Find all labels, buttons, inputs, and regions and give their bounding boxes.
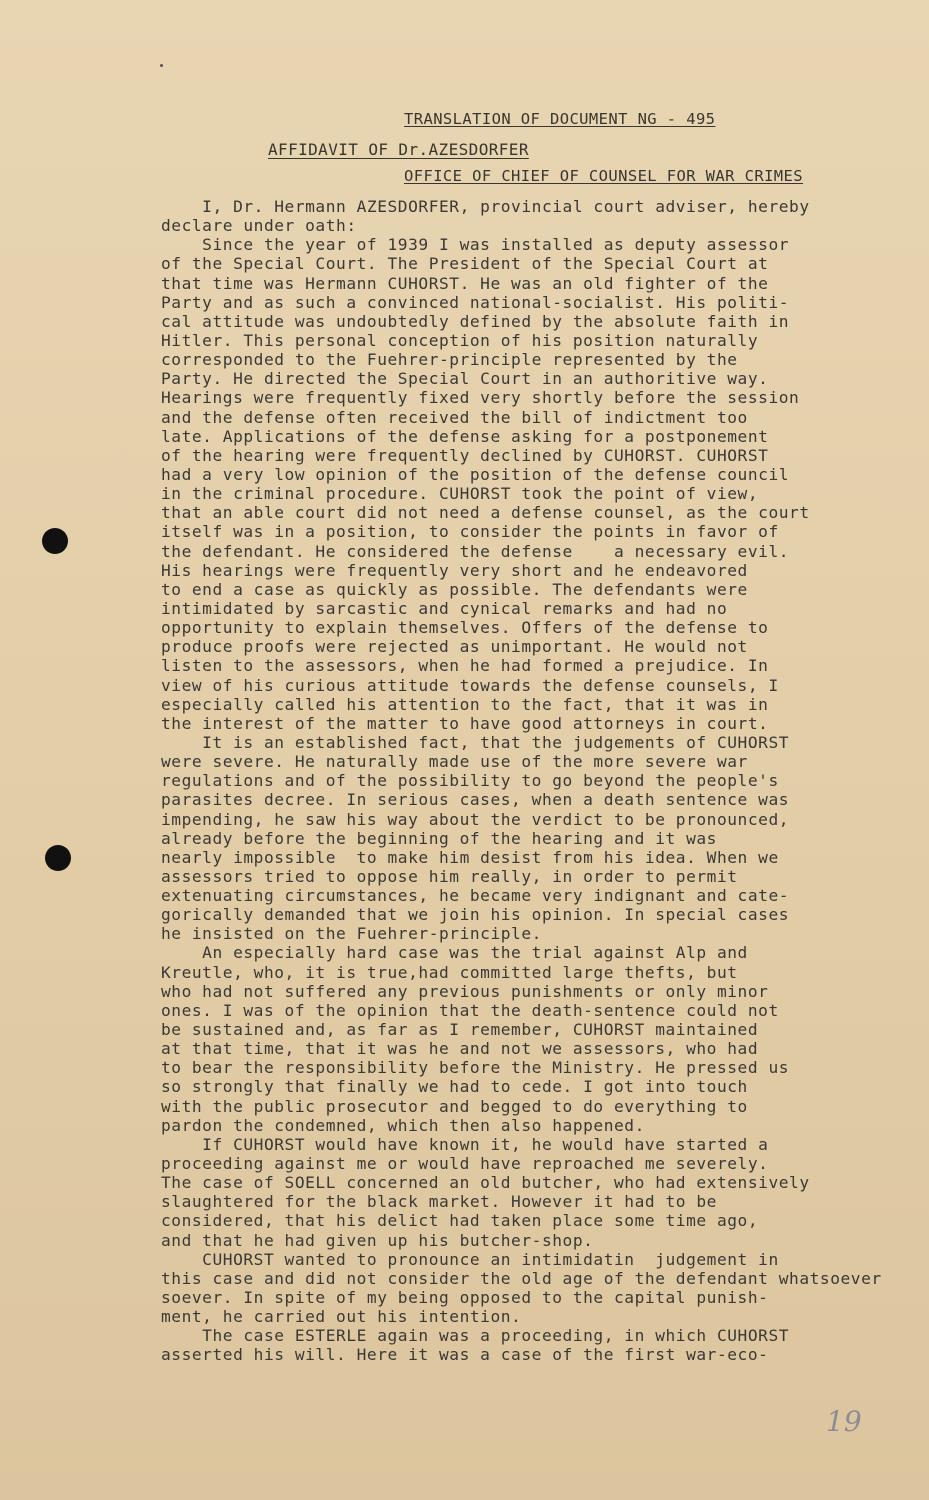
text-line: regulations and of the possibility to go beyond the people's <box>161 771 779 791</box>
text-line: impending, he saw his way about the verdict to be pronounced, <box>161 809 790 829</box>
text-line: extenuating circumstances, he became very indignant and cate- <box>161 886 790 906</box>
text-line: assessors tried to oppose him really, in order to permit <box>161 866 738 886</box>
text-line: declare under oath: <box>161 216 357 236</box>
text-line: the interest of the matter to have good attorneys in court. <box>161 713 769 733</box>
text-line: Party. He directed the Special Court in an authoritive way. <box>161 369 769 389</box>
text-line: to end a case as quickly as possible. The defendants were <box>161 579 748 599</box>
text-line: I, Dr. Hermann AZESDORFER, provincial court adviser, hereby <box>161 197 810 216</box>
text-line: with the public prosecutor and begged to do everything to <box>161 1096 748 1116</box>
punch-hole-upper <box>42 528 68 554</box>
affidavit-body <box>161 197 896 1365</box>
text-line: The case of SOELL concerned an old butcher, who had extensively <box>161 1173 810 1193</box>
text-line: he insisted on the Fuehrer-principle. <box>161 924 542 944</box>
text-line: considered, that his delict had taken place some time ago, <box>161 1211 759 1231</box>
text-line: view of his curious attitude towards the defense counsels, I <box>161 675 779 695</box>
header-line-translation: TRANSLATION OF DOCUMENT NG - 495 <box>404 110 716 128</box>
text-line: and that he had given up his butcher-shop. <box>161 1230 594 1250</box>
text-line: that time was Hermann CUHORST. He was an old fighter of the <box>161 273 769 293</box>
text-line: and the defense often received the bill of indictment too <box>161 407 748 427</box>
text-line: be sustained and, as far as I remember, CUHORST maintained <box>161 1020 759 1040</box>
text-line: the defendant. He considered the defense a necessary evil. <box>161 541 790 561</box>
text-line: Party and as such a convinced national-socialist. His politi- <box>161 292 790 312</box>
text-line: especially called his attention to the fact, that it was in <box>161 694 769 714</box>
punch-hole-lower <box>45 845 71 871</box>
text-line: were severe. He naturally made use of the more severe war <box>161 752 748 772</box>
text-line: An especially hard case was the trial against Alp and <box>161 943 748 963</box>
text-line: that an able court did not need a defense counsel, as the court <box>161 503 810 523</box>
text-line: gorically demanded that we join his opinion. In special cases <box>161 905 790 925</box>
text-line: late. Applications of the defense asking for a postponement <box>161 426 769 446</box>
header-line-office: OFFICE OF CHIEF OF COUNSEL FOR WAR CRIMES <box>404 167 804 185</box>
text-line: proceeding against me or would have reproached me severely. <box>161 1154 769 1174</box>
text-line: produce proofs were rejected as unimportant. He would not <box>161 637 748 657</box>
document-title: AFFIDAVIT OF Dr.AZESDORFER <box>268 140 529 159</box>
text-line: who had not suffered any previous punishments or only minor <box>161 981 769 1001</box>
text-line: It is an established fact, that the judgements of CUHORST <box>161 732 790 752</box>
text-line: If CUHORST would have known it, he would have started a <box>161 1134 769 1154</box>
text-line: corresponded to the Fuehrer-principle represented by the <box>161 350 738 370</box>
text-line: at that time, that it was he and not we assessors, who had <box>161 1039 759 1059</box>
text-line: ones. I was of the opinion that the death-sentence could not <box>161 1000 779 1020</box>
text-line: asserted his will. Here it was a case of the first war-eco- <box>161 1345 769 1365</box>
text-line: slaughtered for the black market. However it had to be <box>161 1192 717 1212</box>
text-line: itself was in a position, to consider the points in favor of <box>161 522 779 542</box>
text-line: in the criminal procedure. CUHORST took the point of view, <box>161 484 759 504</box>
text-line: cal attitude was undoubtedly defined by the absolute faith in <box>161 311 790 331</box>
text-line: of the Special Court. The President of the Special Court at <box>161 254 769 274</box>
text-line: CUHORST wanted to pronounce an intimidatin judgement in <box>161 1249 779 1269</box>
text-line: of the hearing were frequently declined by CUHORST. CUHORST <box>161 445 769 465</box>
text-line: ment, he carried out his intention. <box>161 1307 522 1327</box>
text-line: this case and did not consider the old age of the defendant whatsoever <box>161 1268 882 1288</box>
text-line: so strongly that finally we had to cede. I got into touch <box>161 1077 748 1097</box>
text-line: Hearings were frequently fixed very shortly before the session <box>161 388 800 408</box>
text-line: opportunity to explain themselves. Offers of the defense to <box>161 618 769 638</box>
text-line: had a very low opinion of the position of the defense council <box>161 464 790 484</box>
text-line: The case ESTERLE again was a proceeding, in which CUHORST <box>161 1326 790 1346</box>
text-line: already before the beginning of the hearing and it was <box>161 828 717 848</box>
text-line: Kreutle, who, it is true,had committed large thefts, but <box>161 962 738 982</box>
text-line: listen to the assessors, when he had formed a prejudice. In <box>161 656 769 676</box>
text-line: soever. In spite of my being opposed to the capital punish- <box>161 1288 769 1308</box>
text-line: His hearings were frequently very short and he endeavored <box>161 560 748 580</box>
text-line: nearly impossible to make him desist from his idea. When we <box>161 847 779 867</box>
paper-speck <box>160 64 163 67</box>
text-line: to bear the responsibility before the Ministry. He pressed us <box>161 1058 790 1078</box>
text-line: parasites decree. In serious cases, when a death sentence was <box>161 790 790 810</box>
handwritten-page-number: 19 <box>826 1405 862 1438</box>
text-line: intimidated by sarcastic and cynical remarks and had no <box>161 598 728 618</box>
text-line: Hitler. This personal conception of his position naturally <box>161 330 759 350</box>
text-line: pardon the condemned, which then also happened. <box>161 1115 645 1135</box>
text-line: Since the year of 1939 I was installed as deputy assessor <box>161 235 790 255</box>
